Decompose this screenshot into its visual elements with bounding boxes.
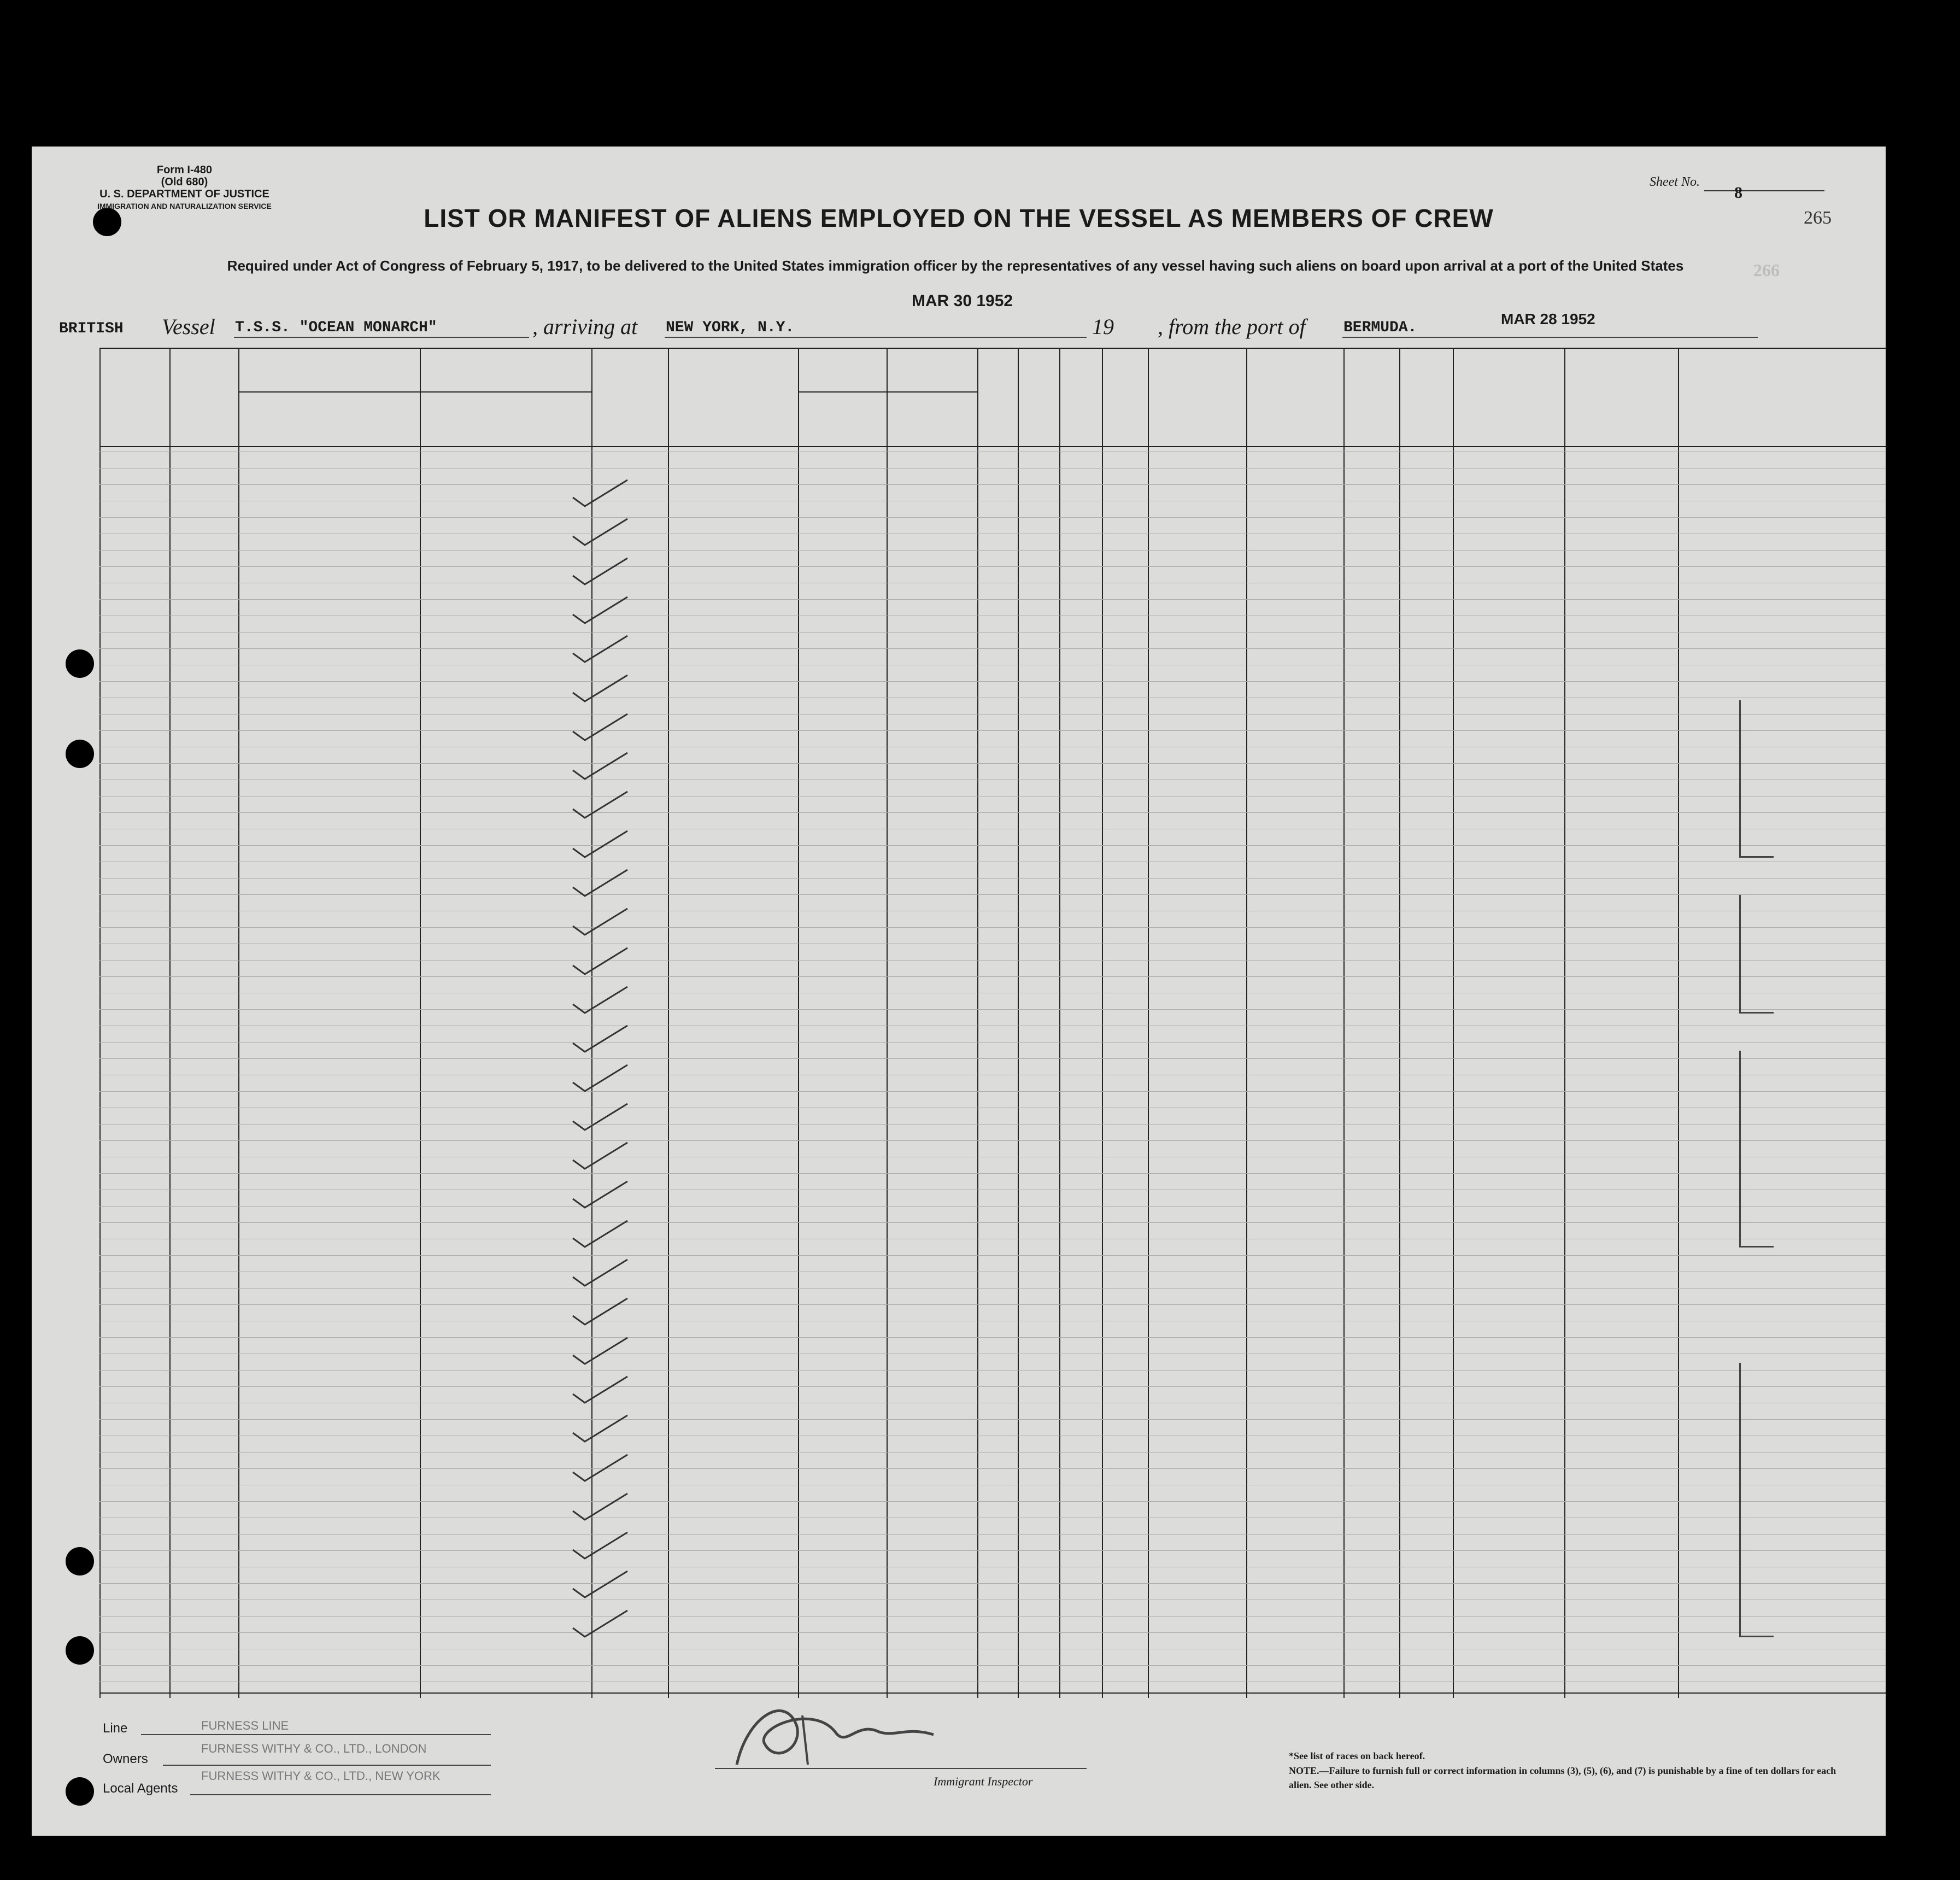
table-row — [99, 489, 1886, 528]
check-mark-icon — [567, 1021, 633, 1059]
table-row — [99, 1034, 1886, 1073]
subheader-rule — [238, 391, 591, 393]
departure-date-stamp: MAR 28 1952 — [1501, 311, 1595, 327]
table-row — [99, 1346, 1886, 1385]
owners-label: Owners — [103, 1752, 148, 1766]
check-mark-stroke — [573, 1610, 627, 1637]
table-row — [99, 1229, 1886, 1268]
table-row — [99, 1580, 1886, 1619]
inspector-signature-line — [715, 1768, 1087, 1769]
subheader-rule — [798, 391, 977, 393]
owners-value: FURNESS WITHY & CO., LTD., LONDON — [201, 1742, 427, 1755]
document-subtitle: Required under Act of Congress of February 5, 1917, to be delivered to the United States immigration officer by the representatives of any vessel having such aliens on board upon arrival at a port of the United States — [227, 257, 1684, 274]
table-row — [99, 1074, 1886, 1112]
vessel-label: Vessel — [162, 314, 215, 339]
table-row — [99, 645, 1886, 683]
check-mark-stroke — [573, 753, 627, 779]
from-port-label: , from the port of — [1158, 314, 1306, 339]
check-mark-stroke — [573, 792, 627, 818]
check-mark-icon — [567, 787, 633, 825]
table-bottom-rule — [99, 1692, 1886, 1694]
check-mark-stroke — [573, 1455, 627, 1481]
header-bottom-rule — [99, 446, 1886, 447]
service-name: IMMIGRATION AND NATURALIZATION SERVICE — [97, 202, 272, 210]
table-row — [99, 684, 1886, 723]
check-mark-icon — [567, 827, 633, 865]
table-row — [99, 1619, 1886, 1658]
punch-hole — [66, 1547, 94, 1576]
sheet-underline — [1704, 190, 1824, 191]
arriving-label: , arriving at — [532, 314, 638, 339]
agents-label: Local Agents — [103, 1781, 178, 1796]
check-mark-icon — [567, 1450, 633, 1489]
departure-port-line — [1342, 337, 1758, 338]
table-row — [99, 567, 1886, 606]
penalty-note: NOTE.—Failure to furnish full or correct information in columns (3), (5), (6), and (7) is punishable by a fine of ten dollars for each alien. See other side. — [1289, 1765, 1836, 1790]
check-mark-stroke — [573, 1494, 627, 1520]
table-row — [99, 1463, 1886, 1502]
table-row — [99, 1268, 1886, 1307]
check-mark-icon — [567, 1528, 633, 1566]
check-mark-icon — [567, 1099, 633, 1138]
table-row — [99, 606, 1886, 645]
group-bracket — [1739, 700, 1774, 858]
page-number-stamp: 265 — [1804, 208, 1832, 228]
punch-hole — [66, 649, 94, 678]
check-mark-stroke — [573, 1143, 627, 1169]
table-row — [99, 1151, 1886, 1190]
table-row — [99, 1385, 1886, 1424]
department-name: U. S. DEPARTMENT OF JUSTICE — [99, 188, 269, 200]
agents-value: FURNESS WITHY & CO., LTD., NEW YORK — [201, 1769, 441, 1783]
check-mark-icon — [567, 554, 633, 592]
check-mark-stroke — [573, 1298, 627, 1325]
check-mark-icon — [567, 748, 633, 787]
group-bracket — [1739, 1051, 1774, 1248]
header-rule — [99, 348, 1886, 349]
check-mark-stroke — [573, 714, 627, 740]
table-row — [99, 800, 1886, 839]
check-mark-stroke — [573, 1415, 627, 1442]
arrival-date-line — [868, 337, 1087, 338]
check-mark-icon — [567, 1333, 633, 1372]
table-row — [99, 1112, 1886, 1151]
check-mark-stroke — [573, 987, 627, 1013]
ledger-rule — [99, 1665, 1886, 1666]
vessel-name-line — [234, 337, 529, 338]
arrival-port-line — [665, 337, 883, 338]
owners-rule — [163, 1765, 491, 1766]
check-mark-icon — [567, 1177, 633, 1215]
check-mark-icon — [567, 476, 633, 514]
check-mark-icon — [567, 514, 633, 553]
check-mark-stroke — [573, 1104, 627, 1130]
check-mark-stroke — [573, 1338, 627, 1364]
check-mark-stroke — [573, 1026, 627, 1052]
table-row — [99, 878, 1886, 917]
table-row — [99, 528, 1886, 566]
group-bracket — [1739, 895, 1774, 1014]
check-mark-stroke — [573, 636, 627, 662]
check-mark-icon — [567, 944, 633, 982]
check-mark-icon — [567, 1489, 633, 1527]
page-number-faded: 266 — [1753, 260, 1780, 280]
table-row — [99, 917, 1886, 956]
group-bracket — [1739, 1363, 1774, 1637]
vessel-flag: BRITISH — [59, 320, 124, 337]
check-mark-icon — [567, 1061, 633, 1099]
arrival-date-stamp: MAR 30 1952 — [912, 292, 1013, 310]
check-mark-icon — [567, 1294, 633, 1332]
table-row — [99, 762, 1886, 800]
check-mark-icon — [567, 1216, 633, 1255]
check-mark-stroke — [573, 1532, 627, 1559]
races-note: *See list of races on back hereof. — [1289, 1750, 1425, 1761]
table-row — [99, 1307, 1886, 1346]
check-mark-stroke — [573, 1377, 627, 1403]
table-row — [99, 995, 1886, 1034]
table-row — [99, 840, 1886, 878]
check-mark-stroke — [573, 1571, 627, 1597]
check-mark-icon — [567, 671, 633, 709]
check-mark-stroke — [573, 558, 627, 584]
check-mark-stroke — [573, 909, 627, 935]
check-mark-icon — [567, 865, 633, 904]
agents-rule — [190, 1794, 491, 1795]
table-row — [99, 723, 1886, 762]
sheet-label: Sheet No. — [1650, 175, 1700, 189]
table-row — [99, 957, 1886, 995]
check-mark-icon — [567, 593, 633, 631]
check-mark-icon — [567, 710, 633, 748]
check-mark-icon — [567, 904, 633, 942]
check-mark-stroke — [573, 675, 627, 701]
check-mark-icon — [567, 1372, 633, 1410]
check-mark-stroke — [573, 1221, 627, 1247]
check-mark-stroke — [573, 1260, 627, 1286]
sheet-number: 8 — [1734, 184, 1742, 202]
check-mark-stroke — [573, 480, 627, 506]
check-mark-stroke — [573, 1065, 627, 1091]
check-mark-icon — [567, 1255, 633, 1293]
punch-hole — [66, 740, 94, 768]
form-number: Form I-480 — [156, 164, 213, 176]
check-mark-icon — [567, 1411, 633, 1449]
line-value: FURNESS LINE — [201, 1719, 289, 1732]
check-mark-icon — [567, 631, 633, 670]
inspector-label: Immigrant Inspector — [934, 1774, 1033, 1788]
check-mark-stroke — [573, 519, 627, 545]
year-prefix: 19 — [1092, 314, 1114, 339]
check-mark-icon — [567, 982, 633, 1021]
table-row — [99, 1502, 1886, 1541]
check-mark-stroke — [573, 597, 627, 623]
punch-hole — [66, 1636, 94, 1665]
check-mark-icon — [567, 1567, 633, 1605]
ledger-rule — [99, 484, 1886, 485]
check-mark-stroke — [573, 1181, 627, 1208]
departure-port: BERMUDA. — [1343, 319, 1417, 336]
arrival-port: NEW YORK, N.Y. — [666, 319, 795, 336]
line-rule — [141, 1734, 491, 1735]
manifest-sheet — [32, 147, 1886, 1836]
check-mark-icon — [567, 1606, 633, 1644]
form-old-number: (Old 680) — [161, 176, 208, 188]
line-label: Line — [103, 1721, 128, 1736]
check-mark-stroke — [573, 948, 627, 974]
crew-table — [99, 348, 1886, 1698]
table-row — [99, 1541, 1886, 1580]
table-row — [99, 1424, 1886, 1463]
punch-hole — [66, 1777, 94, 1806]
check-mark-stroke — [573, 831, 627, 857]
vessel-name: T.S.S. "OCEAN MONARCH" — [235, 319, 437, 336]
check-mark-icon — [567, 1138, 633, 1176]
document-title: LIST OR MANIFEST OF ALIENS EMPLOYED ON THE VESSEL AS MEMBERS OF CREW — [424, 204, 1494, 232]
table-row — [99, 1190, 1886, 1229]
check-mark-stroke — [573, 870, 627, 896]
inspector-signature — [726, 1683, 955, 1776]
